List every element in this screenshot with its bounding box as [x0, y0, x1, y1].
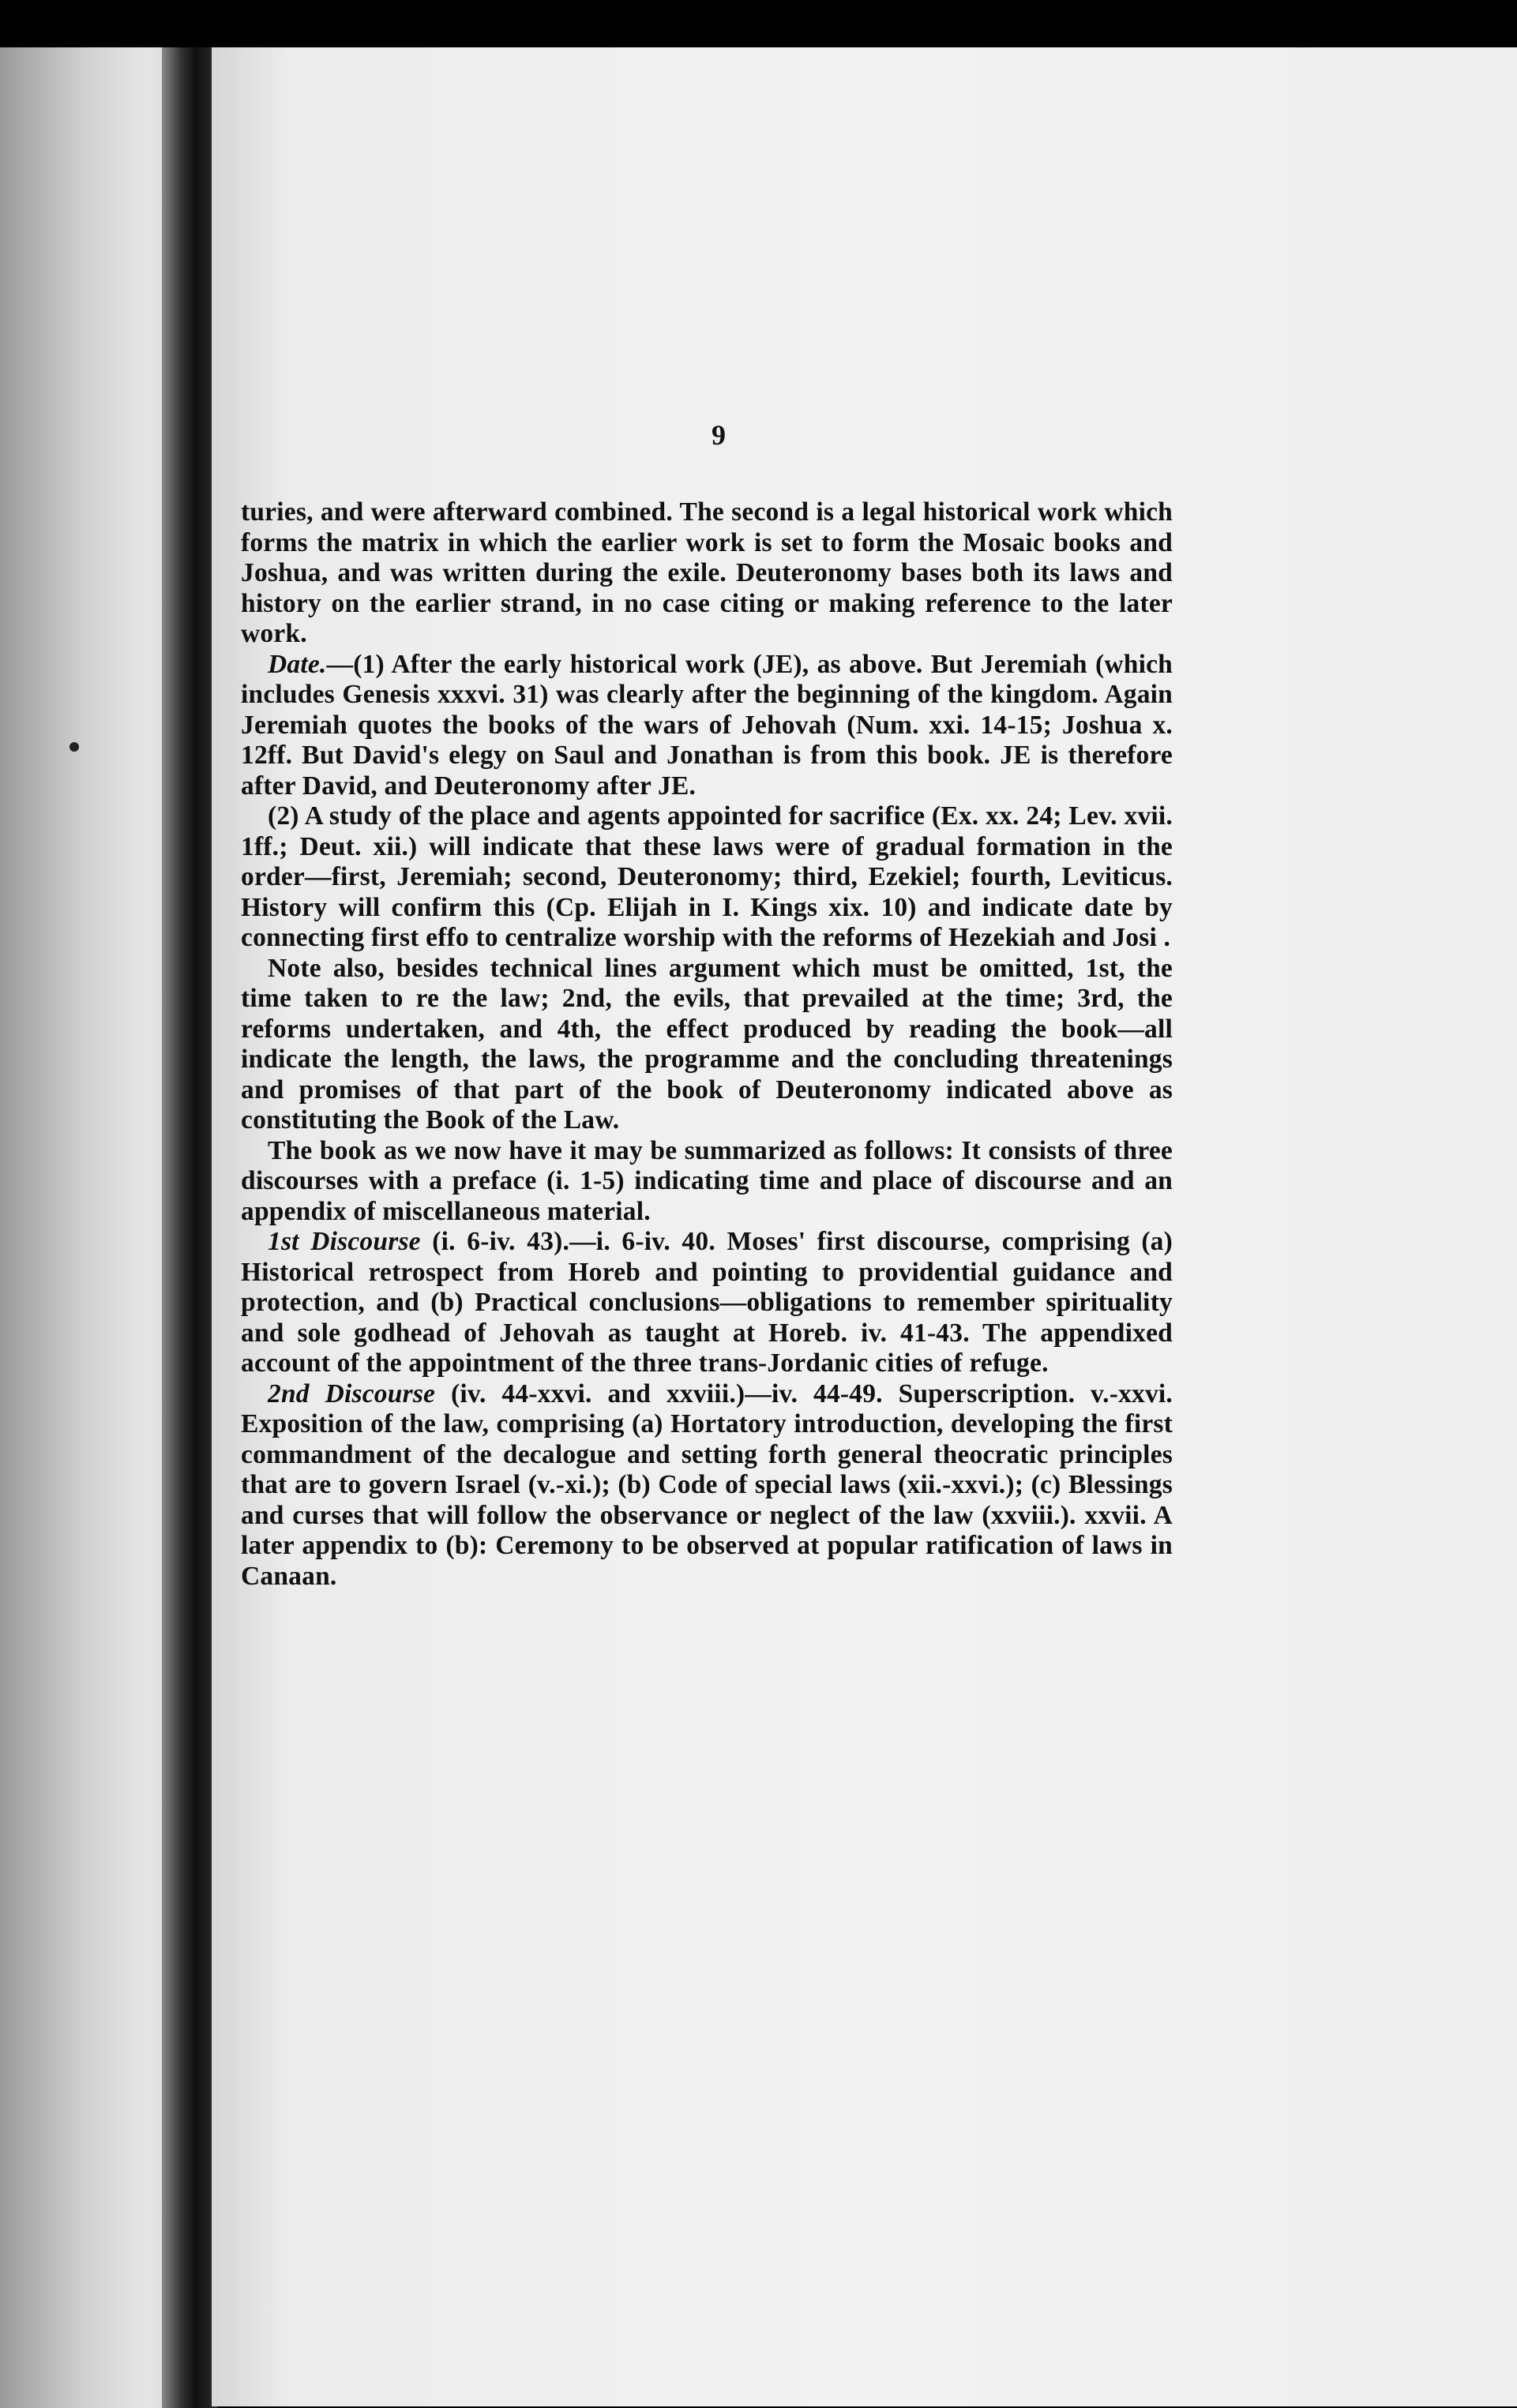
left-page-edge: [0, 47, 182, 2408]
text-run: turies, and were afterward combined. The second is a legal historical work which forms the matrix in which the earlier work is set to form the Mosaic books and Joshua, and was written during the exile. Deuteronomy bases both its laws and history on the earlier strand, in no case citing or making reference to the later work.: [241, 497, 1173, 648]
page-mark: [69, 742, 79, 752]
text-run: (2) A study of the place and agents appointed for sacrifice (Ex. xx. 24; Lev. xvii. 1ff.; Deut. xii.) will indicate that these laws were of gradual formation in the order—first, Jeremiah; second, Deuteronomy; third, Ezekiel; fourth, Leviticus. History will confirm this (Cp. Elijah in I. Kings xix. 10) and indicate date by connecting first effo to centralize worship with the reforms of Hezekiah and Josi .: [241, 801, 1173, 952]
page-text: [241, 497, 1173, 1592]
page-number: 9: [712, 419, 726, 451]
paragraph: [241, 1136, 1173, 1228]
paragraph: [241, 1379, 1173, 1592]
text-run: The book as we now have it may be summarized as follows: It consists of three discourses with a preface (i. 1-5) indicating time and place of discourse and an appendix of miscellaneous material.: [241, 1135, 1173, 1226]
paragraph: [241, 497, 1173, 650]
paragraph: [241, 650, 1173, 802]
text-run: (i. 6-iv. 43).—i. 6-iv. 40. Moses' first discourse, comprising (a) Historical retrospect from Horeb and pointing to providential guidance and protection, and (b) Practical conclusions—obligations to remember spirituality and sole godhead of Jehovah as taught at Horeb. iv. 41-43. The appendixed account of the appointment of the three trans-Jordanic cities of refuge.: [241, 1227, 1173, 1378]
text-run: —(1) After the early historical work (JE), as above. But Jeremiah (which includes Genesis xxxvi. 31) was clearly after the beginning of the kingdom. Again Jeremiah quotes the books of the wars of Jehovah (Num. xxi. 14-15; Joshua x. 12ff. But David's elegy on Saul and Jonathan is from this book. JE is therefore after David, and Deuteronomy after JE.: [241, 649, 1173, 801]
italic-heading: 2nd Discourse: [268, 1378, 436, 1408]
book-spine: [162, 47, 217, 2408]
text-run: Note also, besides technical lines argument which must be omitted, 1st, the time taken to re the law; 2nd, the evils, that prevailed at the time; 3rd, the reforms undertaken, and 4th, the effect produced by reading the book—all indicate the length, the laws, the programme and the concluding threatenings and promises of that part of the book of Deuteronomy indicated above as constituting the Book of the Law.: [241, 953, 1173, 1135]
paragraph: [241, 801, 1173, 954]
italic-heading: Date.: [268, 649, 327, 679]
text-run: (iv. 44-xxvi. and xxviii.)—iv. 44-49. Superscription. v.-xxvi. Exposition of the law, comprising (a) Hortatory introduction, developing the first commandment of the decalogue and setting forth general theocratic principles that are to govern Israel (v.-xi.); (b) Code of special laws (xii.-xxvi.); (c) Blessings and curses that will follow the observance or neglect of the law (xxviii.). xxvii. A later appendix to (b): Ceremony to be observed at popular ratification of laws in Canaan.: [241, 1378, 1173, 1591]
italic-heading: 1st Discourse: [268, 1227, 421, 1256]
paragraph: [241, 954, 1173, 1136]
paragraph: [241, 1227, 1173, 1379]
